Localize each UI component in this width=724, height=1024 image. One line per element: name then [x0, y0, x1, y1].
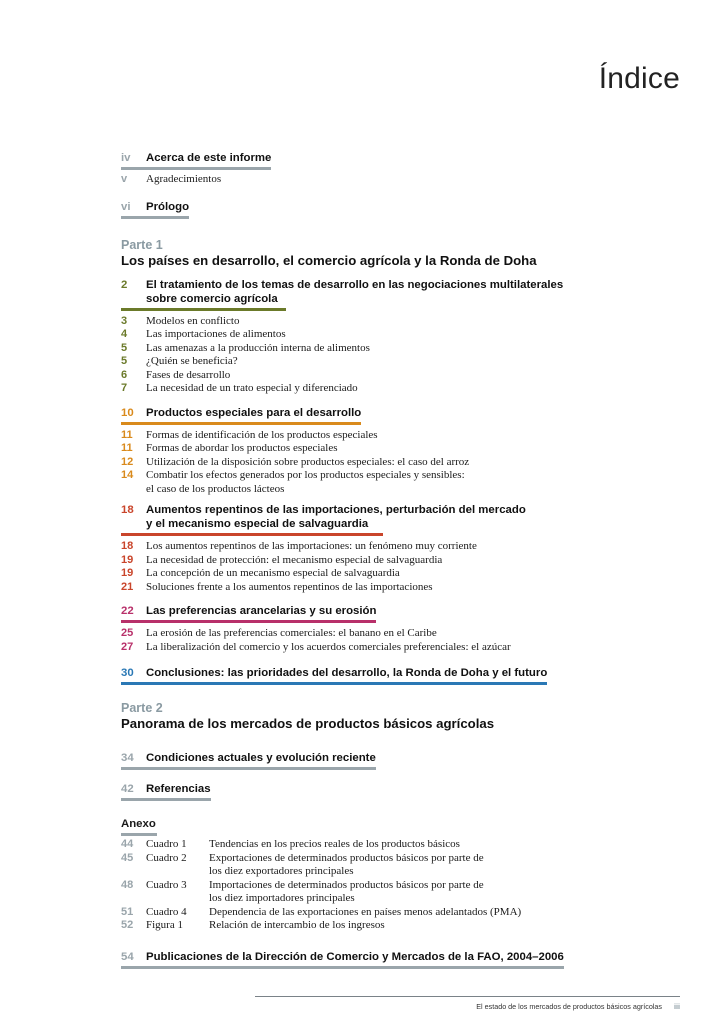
page-number: vi — [121, 200, 131, 213]
page-number: 12 — [121, 455, 134, 468]
section-rule — [121, 167, 271, 170]
entry-text: Las importaciones de alimentos — [146, 328, 286, 340]
page-number: 4 — [121, 328, 128, 340]
list-item[interactable] — [121, 442, 681, 456]
toc-sublist-import-surges — [121, 540, 681, 594]
list-item[interactable] — [121, 641, 681, 655]
entry-text: Combatir los efectos generados por los productos especiales y sensibles: — [146, 469, 465, 481]
entry-label: El tratamiento de los temas de desarrollo en las negociaciones multilaterales — [146, 278, 564, 291]
entry-text: Fases de desarrollo — [146, 368, 231, 381]
section-rule — [121, 966, 564, 969]
entry-label: Acerca de este informe — [146, 152, 272, 164]
page-footer — [476, 1002, 680, 1011]
toc-sublist-special-products — [121, 429, 681, 497]
list-item[interactable] — [121, 627, 681, 641]
part-1-heading — [121, 238, 681, 269]
annex-heading — [121, 817, 681, 836]
toc-entry-about[interactable] — [121, 148, 681, 170]
annex-description-cont: los diez exportadores principales — [209, 865, 354, 877]
page-number: 7 — [121, 382, 128, 394]
toc-entry-current-conditions[interactable] — [121, 748, 681, 770]
annex-label: Figura 1 — [146, 919, 183, 931]
section-rule — [121, 308, 286, 311]
page-number: 21 — [121, 580, 134, 593]
list-item[interactable] — [121, 456, 681, 470]
list-item[interactable] — [121, 469, 681, 483]
page-number: 11 — [121, 428, 133, 441]
page-number: 18 — [121, 504, 134, 516]
annex-description: Relación de intercambio de los ingresos — [209, 919, 385, 931]
page-number: 27 — [121, 640, 134, 653]
page-number: 14 — [121, 469, 134, 481]
entry-text: Formas de identificación de los productos especiales — [146, 428, 378, 441]
page-number: 19 — [121, 567, 134, 579]
annex-row[interactable] — [121, 919, 681, 933]
annex-label: Cuadro 4 — [146, 905, 187, 918]
annex-row[interactable] — [121, 852, 681, 879]
annex-label: Cuadro 1 — [146, 838, 187, 850]
toc-sublist-preferences — [121, 627, 681, 654]
page-title: Índice — [598, 62, 680, 95]
page-number: 54 — [121, 950, 134, 963]
entry-label-cont: sobre comercio agrícola — [146, 292, 278, 305]
footer-rule — [255, 996, 680, 997]
entry-label: Conclusiones: las prioridades del desarrollo, la Ronda de Doha y el futuro — [146, 667, 548, 679]
page-number: 10 — [121, 406, 134, 419]
list-item[interactable] — [121, 382, 681, 396]
table-of-contents — [121, 148, 681, 969]
page-number: 44 — [121, 838, 134, 850]
entry-text: Los aumentos repentinos de las importaciones: un fenómeno muy corriente — [146, 540, 477, 552]
toc-entry-acknowledgements[interactable] — [121, 173, 681, 187]
entry-label: Referencias — [146, 783, 211, 795]
entry-text: Utilización de la disposición sobre productos especiales: el caso del arroz — [146, 455, 470, 468]
page-number: 5 — [121, 355, 128, 367]
entry-text: La concepción de un mecanismo especial de salvaguardia — [146, 567, 400, 579]
list-item[interactable] — [121, 567, 681, 581]
part-2-heading — [121, 701, 681, 732]
page-number: v — [121, 173, 128, 185]
section-rule — [121, 216, 189, 219]
page-number: iv — [121, 152, 131, 164]
page-number: 11 — [121, 442, 133, 454]
entry-label: Publicaciones de la Dirección de Comercio y Mercados de la FAO, 2004–2006 — [146, 950, 564, 963]
page-number: 3 — [121, 314, 128, 327]
entry-text: el caso de los productos lácteos — [146, 482, 285, 495]
list-item-continuation — [121, 483, 681, 497]
entry-label: Las preferencias arancelarias y su erosión — [146, 605, 377, 617]
annex-row[interactable] — [121, 906, 681, 920]
part-title: Los países en desarrollo, el comercio agrícola y la Ronda de Doha — [121, 252, 537, 268]
page-number: 5 — [121, 341, 128, 354]
entry-label: Agradecimientos — [146, 173, 222, 185]
section-rule — [121, 798, 211, 801]
entry-text: Soluciones frente a los aumentos repentinos de las importaciones — [146, 580, 433, 593]
entry-label: Aumentos repentinos de las importaciones, perturbación del mercado — [146, 504, 526, 516]
entry-text: La erosión de las preferencias comerciales: el banano en el Caribe — [146, 627, 437, 639]
section-rule — [121, 682, 547, 685]
page-number: 45 — [121, 851, 134, 864]
toc-section-conclusions[interactable] — [121, 663, 681, 685]
toc-entry-prologue[interactable] — [121, 197, 681, 219]
list-item[interactable] — [121, 328, 681, 342]
page-number: 42 — [121, 783, 134, 795]
page-number: 51 — [121, 905, 134, 918]
entry-label: Condiciones actuales y evolución reciente — [146, 752, 376, 764]
toc-entry-publications[interactable] — [121, 947, 681, 969]
page-number: 30 — [121, 667, 134, 679]
page-number: 34 — [121, 752, 134, 764]
toc-section-development[interactable] — [121, 278, 681, 311]
entry-label-cont: y el mecanismo especial de salvaguardia — [146, 518, 369, 530]
page-number: 22 — [121, 605, 134, 617]
annex-row[interactable] — [121, 838, 681, 852]
page-number: 2 — [121, 278, 128, 291]
list-item[interactable] — [121, 342, 681, 356]
section-rule — [121, 767, 376, 770]
entry-text: Formas de abordar los productos especiales — [146, 442, 338, 454]
entry-text: La liberalización del comercio y los acuerdos comerciales preferenciales: el azúcar — [146, 640, 511, 653]
entry-text: Las amenazas a la producción interna de alimentos — [146, 341, 370, 354]
annex-description-cont: los diez importadores principales — [209, 892, 355, 904]
list-item[interactable] — [121, 369, 681, 383]
annex-rule — [121, 833, 157, 836]
list-item[interactable] — [121, 581, 681, 595]
entry-text: La necesidad de un trato especial y diferenciado — [146, 382, 358, 394]
part-label: Parte 2 — [121, 701, 163, 715]
annex-label: Cuadro 3 — [146, 878, 187, 891]
entry-label: Prólogo — [146, 200, 190, 213]
list-item[interactable] — [121, 429, 681, 443]
annex-description: Tendencias en los precios reales de los productos básicos — [209, 838, 460, 850]
toc-section-special-products[interactable] — [121, 403, 681, 425]
toc-section-import-surges[interactable] — [121, 503, 681, 536]
list-item[interactable] — [121, 540, 681, 554]
toc-section-preferences[interactable] — [121, 601, 681, 623]
list-item[interactable] — [121, 315, 681, 329]
page-number: 19 — [121, 553, 134, 566]
entry-text: La necesidad de protección: el mecanismo especial de salvaguardia — [146, 553, 443, 566]
section-rule — [121, 422, 361, 425]
page-number: 52 — [121, 919, 134, 931]
annex-description: Dependencia de las exportaciones en países menos adelantados (PMA) — [209, 905, 522, 918]
part-label: Parte 1 — [121, 237, 163, 252]
annex-list — [121, 838, 681, 933]
annex-description: Importaciones de determinados productos básicos por parte de — [209, 878, 484, 891]
list-item[interactable] — [121, 554, 681, 568]
section-rule — [121, 533, 383, 536]
page-number: 6 — [121, 368, 128, 381]
toc-sublist-development — [121, 315, 681, 396]
footer-page-number: iii — [674, 1002, 680, 1011]
page-number: 48 — [121, 878, 134, 891]
entry-text: Modelos en conflicto — [146, 314, 240, 327]
annex-row[interactable] — [121, 879, 681, 906]
page-number: 18 — [121, 540, 134, 552]
list-item[interactable] — [121, 355, 681, 369]
annex-description: Exportaciones de determinados productos básicos por parte de — [209, 851, 484, 864]
entry-text: ¿Quién se beneficia? — [146, 355, 238, 367]
annex-title: Anexo — [121, 818, 156, 830]
entry-label: Productos especiales para el desarrollo — [146, 406, 362, 419]
part-title: Panorama de los mercados de productos básicos agrícolas — [121, 716, 495, 731]
page-number: 25 — [121, 627, 134, 639]
annex-label: Cuadro 2 — [146, 851, 187, 864]
section-rule — [121, 620, 376, 623]
toc-entry-references[interactable] — [121, 779, 681, 801]
footer-title: El estado de los mercados de productos básicos agrícolas — [476, 1002, 662, 1011]
